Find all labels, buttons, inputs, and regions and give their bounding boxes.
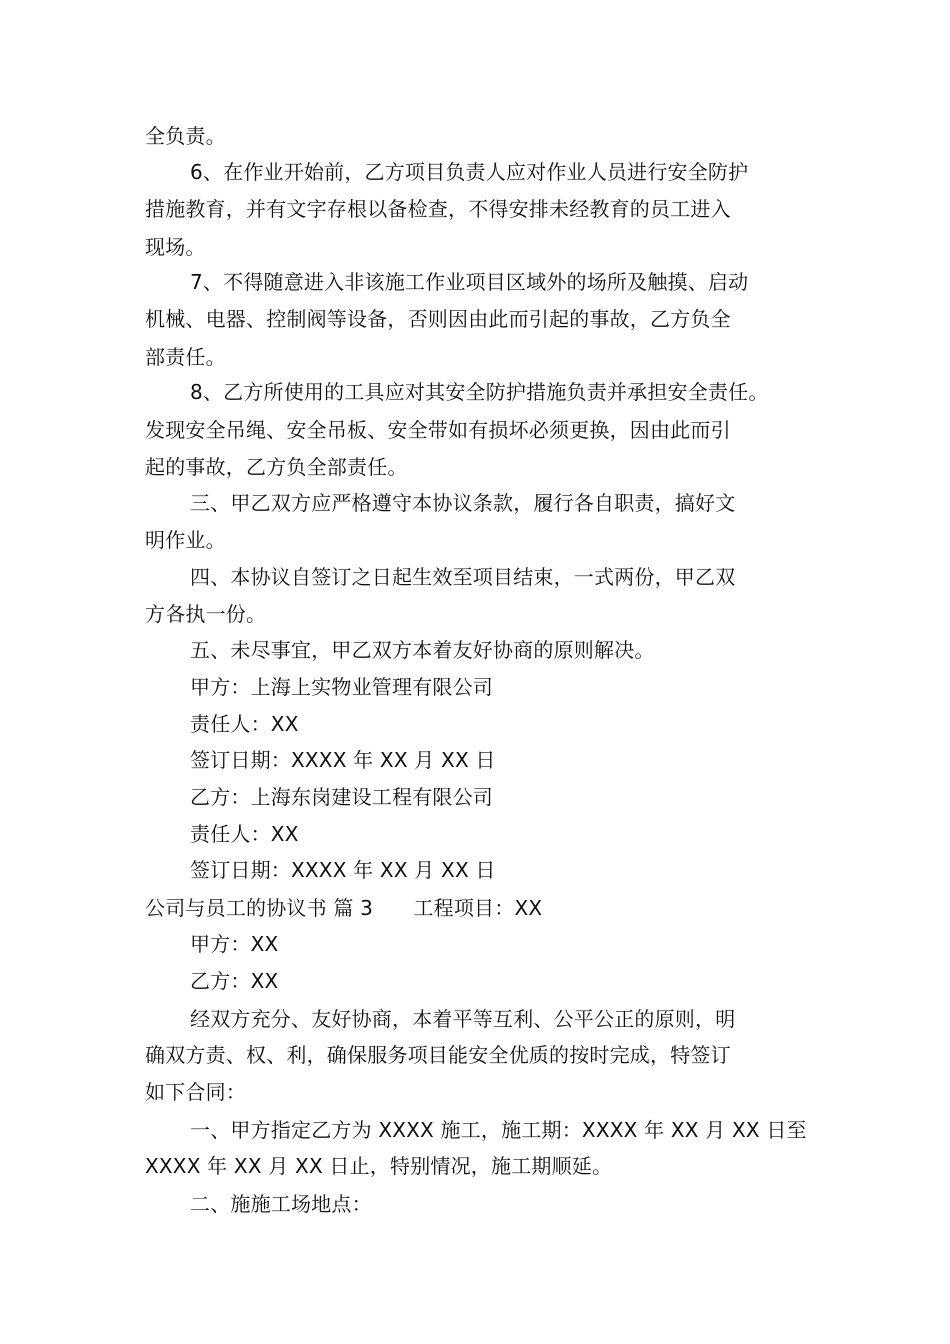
- text-line: 甲方：上海上实物业管理有限公司: [190, 675, 493, 699]
- text-line: 措施教育，并有文字存根以备检查，不得安排未经教育的员工进入: [145, 197, 731, 221]
- text-line: 明作业。: [145, 528, 226, 552]
- text-line: 五、未尽事宜，甲乙双方本着友好协商的原则解决。: [190, 638, 655, 662]
- text-line: 如下合同：: [145, 1080, 246, 1104]
- text-line: 方各执一份。: [145, 602, 267, 626]
- text-line: XXXX 年 XX 月 XX 日止，特别情况，施工期顺延。: [145, 1154, 613, 1178]
- text-line: 乙方：XX: [190, 969, 279, 993]
- text-line: 发现安全吊绳、安全吊板、安全带如有损坏必须更换，因由此而引: [145, 418, 731, 442]
- text-line: 签订日期：XXXX 年 XX 月 XX 日: [190, 858, 496, 882]
- text-line: 乙方：上海东岗建设工程有限公司: [190, 785, 493, 809]
- text-line: 经双方充分、友好协商，本着平等互利、公平公正的原则，明: [190, 1007, 736, 1031]
- text-line: 7、不得随意进入非该施工作业项目区域外的场所及触摸、启动: [190, 270, 749, 294]
- text-line: 8、乙方所使用的工具应对其安全防护措施负责并承担安全责任。: [190, 380, 769, 404]
- text-line: 确双方责、权、利，确保服务项目能安全优质的按时完成，特签订: [145, 1043, 731, 1067]
- text-line: 部责任。: [145, 345, 226, 369]
- text-line: 全负责。: [145, 124, 226, 148]
- text-line: 签订日期：XXXX 年 XX 月 XX 日: [190, 748, 496, 772]
- text-line: 三、甲乙双方应严格遵守本协议条款，履行各自职责，搞好文: [190, 491, 736, 515]
- text-line: 6、在作业开始前，乙方项目负责人应对作业人员进行安全防护: [190, 160, 749, 184]
- text-line: 四、本协议自签订之日起生效至项目结束，一式两份，甲乙双: [190, 565, 736, 589]
- text-line: 一、甲方指定乙方为 XXXX 施工，施工期：XXXX 年 XX 月 XX 日至: [190, 1118, 807, 1142]
- text-line: 责任人：XX: [190, 822, 299, 846]
- text-line: 责任人：XX: [190, 712, 299, 736]
- text-line: 机械、电器、控制阀等设备，否则因由此而引起的事故，乙方负全: [145, 307, 731, 331]
- text-line: 二、施施工场地点：: [190, 1192, 372, 1216]
- text-line: 现场。: [145, 235, 206, 259]
- section-heading: 公司与员工的协议书 篇 3 工程项目：XX: [145, 896, 543, 920]
- text-line: 起的事故，乙方负全部责任。: [145, 455, 408, 479]
- text-line: 甲方：XX: [190, 932, 279, 956]
